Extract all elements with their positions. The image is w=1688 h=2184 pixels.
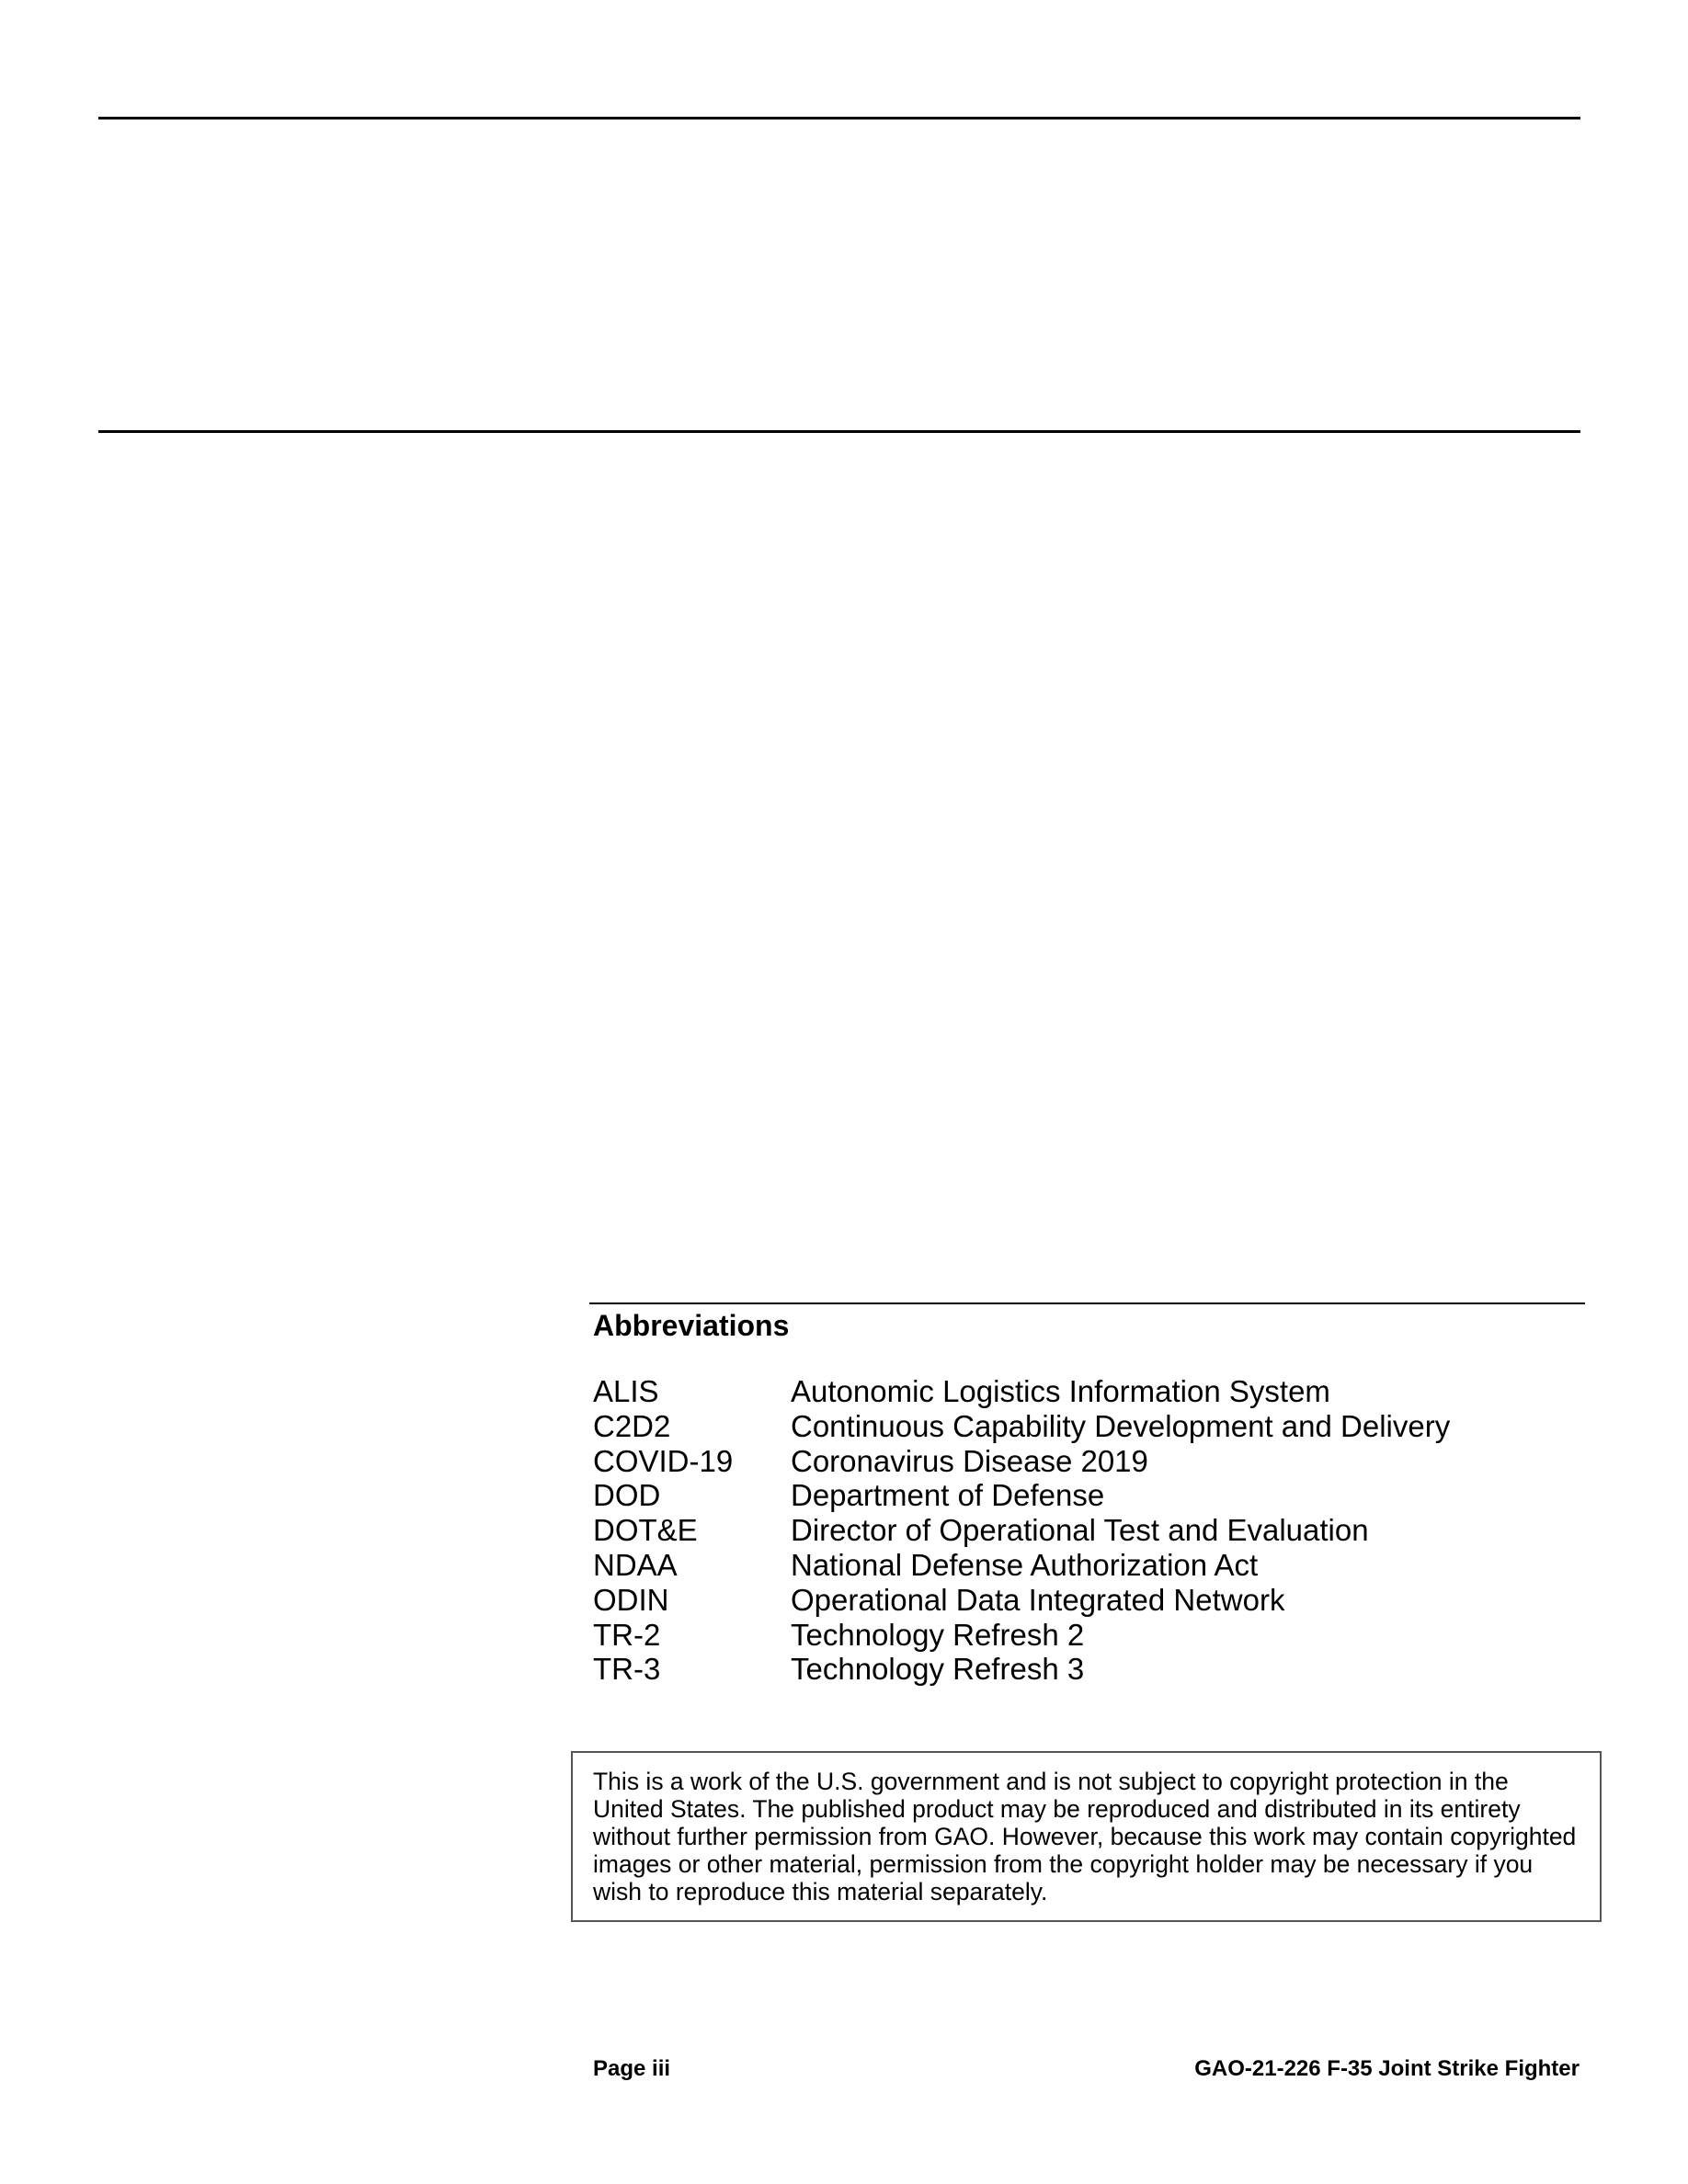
abbreviation-term: ALIS [593, 1374, 659, 1408]
abbreviation-row [593, 1652, 1586, 1687]
abbreviation-row [593, 1409, 1586, 1444]
abbreviation-definition: Technology Refresh 3 [791, 1652, 1085, 1687]
second-rule [98, 430, 1580, 433]
abbreviations-list [593, 1374, 1586, 1687]
abbreviation-definition: Coronavirus Disease 2019 [791, 1443, 1148, 1478]
abbreviation-row [593, 1548, 1586, 1583]
abbreviation-term: NDAA [593, 1547, 678, 1582]
abbreviations-rule [589, 1302, 1585, 1304]
footer-page-number: Page iii [593, 2056, 671, 2081]
abbreviations-heading: Abbreviations [593, 1309, 790, 1342]
abbreviation-row [593, 1583, 1586, 1618]
footer-report-title: GAO-21-226 F-35 Joint Strike Fighter [1194, 2056, 1580, 2081]
abbreviation-definition: Continuous Capability Development and Delivery [791, 1408, 1451, 1443]
abbreviation-term: ODIN [593, 1582, 669, 1617]
copyright-notice-text: This is a work of the U.S. government and is not subject to copyright protection in the United States. The published product may be reproduced and distributed in its entirety without further permission from GAO. However, because this work may contain copyrighted images or other material, permission from the copyright holder may be necessary if you wish to reproduce this material separately. [593, 1768, 1577, 1905]
abbreviation-row [593, 1444, 1586, 1479]
abbreviation-term: COVID-19 [593, 1443, 734, 1478]
abbreviation-row [593, 1478, 1586, 1513]
abbreviation-term: TR-3 [593, 1652, 661, 1687]
abbreviation-term: C2D2 [593, 1408, 671, 1443]
abbreviation-term: TR-2 [593, 1617, 661, 1652]
abbreviation-term: DOT&E [593, 1513, 698, 1548]
abbreviation-row [593, 1618, 1586, 1653]
abbreviation-row [593, 1374, 1586, 1409]
abbreviation-row [593, 1513, 1586, 1548]
abbreviation-definition: National Defense Authorization Act [791, 1547, 1259, 1582]
abbreviation-definition: Director of Operational Test and Evaluation [791, 1513, 1369, 1548]
abbreviation-definition: Autonomic Logistics Information System [791, 1374, 1330, 1408]
abbreviation-term: DOD [593, 1478, 661, 1513]
copyright-notice-box [571, 1751, 1602, 1922]
abbreviation-definition: Operational Data Integrated Network [791, 1582, 1285, 1617]
top-rule [98, 117, 1580, 119]
abbreviation-definition: Department of Defense [791, 1478, 1105, 1513]
abbreviation-definition: Technology Refresh 2 [791, 1617, 1085, 1652]
